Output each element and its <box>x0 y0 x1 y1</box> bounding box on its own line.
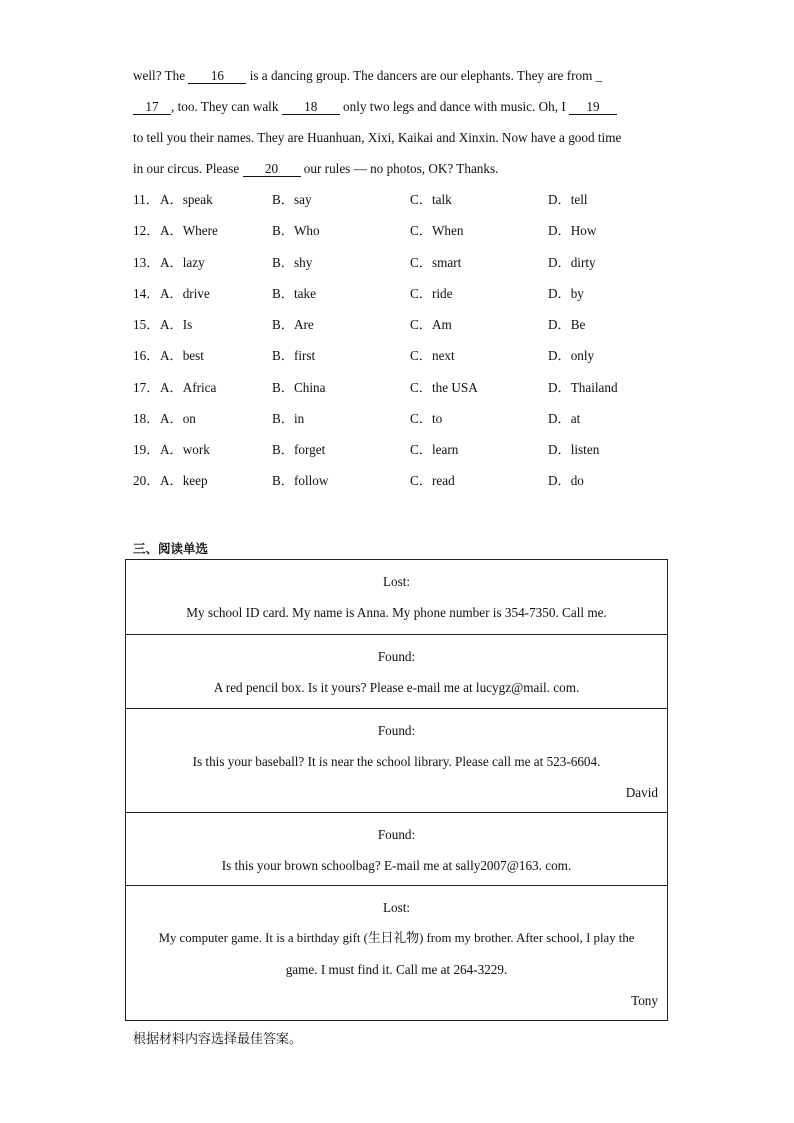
blank-19: 19 <box>569 99 617 115</box>
question-row <box>133 254 693 272</box>
passage-text: our rules — no photos, OK? Thanks. <box>300 161 499 176</box>
question-number: 14． <box>133 286 160 301</box>
option-b[interactable]: B．Are <box>272 317 314 332</box>
option-c[interactable]: C．to <box>410 411 443 426</box>
option-d[interactable]: D．Thailand <box>548 380 618 395</box>
notice-text: Is this your baseball? It is near the school library. Please call me at 523-6604. <box>192 754 601 769</box>
instruction-text: 根据材料内容选择最佳答案。 <box>133 1032 303 1047</box>
option-d[interactable]: D．at <box>548 411 581 426</box>
option-d[interactable]: D．do <box>548 473 584 488</box>
question-number: 19． <box>133 442 160 457</box>
option-d[interactable]: D．only <box>548 348 595 363</box>
section-title: 三、阅读单选 <box>133 541 209 556</box>
passage-text: , too. They can walk <box>171 99 282 114</box>
question-number: 17． <box>133 380 160 395</box>
option-a[interactable]: A．Where <box>160 223 218 238</box>
passage-line-3 <box>133 129 621 147</box>
notice-cell <box>126 708 667 812</box>
notice-text: game. I must find it. Call me at 264-3229. <box>285 962 508 977</box>
passage-line-2 <box>133 98 617 116</box>
option-b[interactable]: B．shy <box>272 255 313 270</box>
blank-16: 16 <box>188 68 246 84</box>
option-a[interactable]: A．lazy <box>160 255 205 270</box>
option-d[interactable]: D．tell <box>548 192 588 207</box>
passage-text: well? The <box>133 68 189 83</box>
notice-table <box>125 559 668 1021</box>
option-a[interactable]: A．keep <box>160 473 208 488</box>
question-row <box>133 222 693 240</box>
option-b[interactable]: B．say <box>272 192 312 207</box>
option-c[interactable]: C．smart <box>410 255 462 270</box>
question-row <box>133 441 693 459</box>
option-b[interactable]: B．forget <box>272 442 326 457</box>
question-row <box>133 472 693 490</box>
option-c[interactable]: C．Am <box>410 317 452 332</box>
option-c[interactable]: C．talk <box>410 192 452 207</box>
notice-text: My computer game. It is a birthday gift (生日礼物) from my brother. After school, I play the <box>158 931 635 945</box>
question-row <box>133 285 693 303</box>
notice-text: Is this your brown schoolbag? E-mail me at sally2007@163. com. <box>221 858 572 873</box>
question-row <box>133 316 693 334</box>
option-c[interactable]: C．ride <box>410 286 453 301</box>
question-number: 12． <box>133 223 160 238</box>
option-a[interactable]: A．work <box>160 442 210 457</box>
question-row <box>133 410 693 428</box>
notice-text: My school ID card. My name is Anna. My phone number is 354-7350. Call me. <box>186 605 607 620</box>
option-c[interactable]: C．learn <box>410 442 459 457</box>
option-c[interactable]: C．read <box>410 473 455 488</box>
notice-heading: Lost: <box>382 574 411 589</box>
option-b[interactable]: B．in <box>272 411 305 426</box>
option-d[interactable]: D．listen <box>548 442 600 457</box>
question-number: 11． <box>133 192 159 207</box>
option-b[interactable]: B．take <box>272 286 316 301</box>
question-number: 18． <box>133 411 160 426</box>
passage-text: is a dancing group. The dancers are our elephants. They are from _ <box>246 68 603 83</box>
notice-cell <box>126 812 667 885</box>
option-b[interactable]: B．China <box>272 380 326 395</box>
blank-18: 18 <box>282 99 340 115</box>
question-row <box>133 347 693 365</box>
option-d[interactable]: D．dirty <box>548 255 596 270</box>
notice-text: A red pencil box. Is it yours? Please e-mail me at lucygz@mail. com. <box>213 680 580 695</box>
notice-signature: Tony <box>631 993 658 1008</box>
notice-signature: David <box>625 785 658 800</box>
option-c[interactable]: C．the USA <box>410 380 478 395</box>
passage-text: in our circus. Please <box>133 161 243 176</box>
question-number: 20． <box>133 473 160 488</box>
option-c[interactable]: C．next <box>410 348 455 363</box>
question-number: 15． <box>133 317 160 332</box>
question-row <box>133 191 693 209</box>
notice-cell <box>126 560 667 634</box>
option-b[interactable]: B．follow <box>272 473 329 488</box>
blank-20: 20 <box>243 161 301 177</box>
option-a[interactable]: A．on <box>160 411 196 426</box>
question-number: 16． <box>133 348 160 363</box>
passage-text: to tell you their names. They are Huanhuan, Xixi, Kaikai and Xinxin. Now have a good time <box>133 130 622 145</box>
option-b[interactable]: B．Who <box>272 223 320 238</box>
notice-heading: Lost: <box>382 900 411 915</box>
option-a[interactable]: A．Africa <box>160 380 217 395</box>
notice-heading: Found: <box>377 649 416 664</box>
notice-heading: Found: <box>377 723 416 738</box>
option-c[interactable]: C．When <box>410 223 464 238</box>
passage-line-1 <box>133 67 602 85</box>
question-number: 13． <box>133 255 160 270</box>
option-d[interactable]: D．How <box>548 223 597 238</box>
option-a[interactable]: A．best <box>160 348 204 363</box>
question-row <box>133 379 693 397</box>
option-b[interactable]: B．first <box>272 348 316 363</box>
option-a[interactable]: A．Is <box>160 317 193 332</box>
passage-text: only two legs and dance with music. Oh, I <box>339 99 570 114</box>
option-d[interactable]: D．Be <box>548 317 586 332</box>
notice-cell <box>126 634 667 708</box>
notice-heading: Found: <box>377 827 416 842</box>
blank-17: 17 <box>133 99 171 115</box>
option-a[interactable]: A．drive <box>160 286 210 301</box>
option-a[interactable]: A．speak <box>160 192 213 207</box>
option-d[interactable]: D．by <box>548 286 584 301</box>
passage-line-4 <box>133 160 498 178</box>
notice-cell <box>126 885 667 1020</box>
